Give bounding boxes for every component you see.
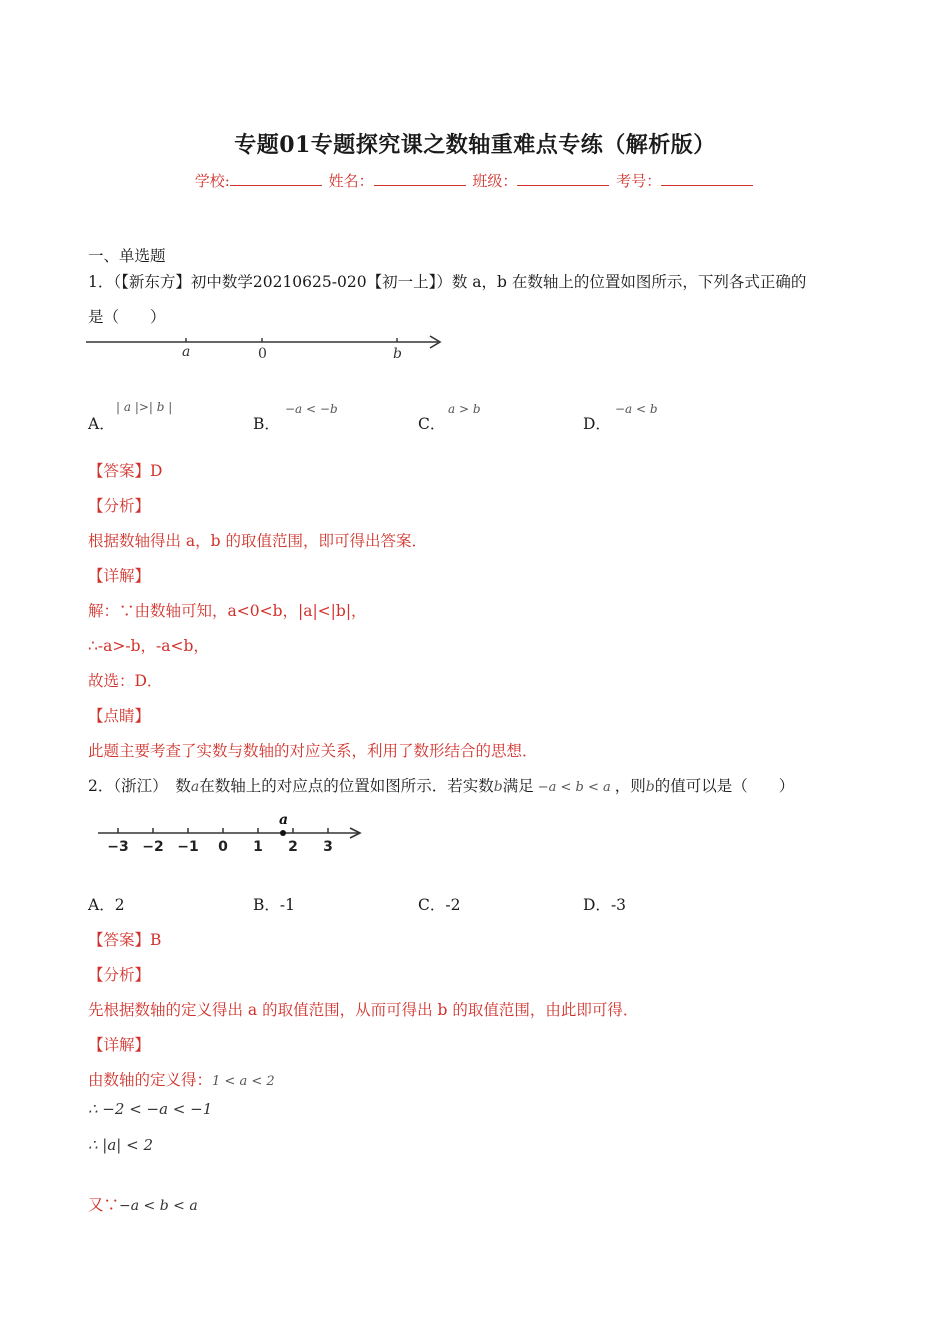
- q1-option-a-math: | a |>| b |: [116, 400, 173, 414]
- q1-option-b-math: −a < −b: [285, 402, 338, 416]
- q2-tick-label: −1: [177, 839, 199, 855]
- q2-option-a[interactable]: [88, 893, 125, 915]
- q2-detail-4: [88, 1193, 198, 1215]
- q2-number-line: [96, 808, 366, 858]
- q1-comment: 此题主要考查了实数与数轴的对应关系，利用了数形结合的思想．: [88, 742, 538, 760]
- q2-stem: [88, 774, 794, 796]
- q2-tick-label: 3: [323, 839, 333, 855]
- q2-option-b-label: B．: [253, 896, 280, 914]
- q2-answer: 【答案】B: [88, 931, 162, 949]
- q2-var-b: b: [493, 779, 503, 795]
- q2-option-c-value: -2: [445, 896, 461, 914]
- q2-detail-2-math: ∴ −2 < −a < −1: [88, 1100, 213, 1118]
- name-blank[interactable]: [374, 171, 466, 186]
- q2-tick-label: 0: [218, 839, 228, 855]
- q2-option-d[interactable]: [583, 893, 626, 915]
- q2-detail-1-text: 由数轴的定义得：: [88, 1071, 213, 1089]
- q2-tick-label: −3: [107, 839, 129, 855]
- q2-option-a-value: 2: [114, 896, 125, 914]
- q2-analysis: 先根据数轴的定义得出 a 的取值范围，从而可得出 b 的取值范围，由此即可得．: [88, 1001, 639, 1019]
- q2-tick-label: 2: [288, 839, 298, 855]
- q2-tick-label: 1: [253, 839, 263, 855]
- class-blank[interactable]: [517, 171, 609, 186]
- student-info-line: [0, 170, 950, 191]
- school-label: 学校:: [194, 172, 230, 190]
- q1-analysis: 根据数轴得出 a，b 的取值范围，即可得出答案．: [88, 532, 428, 550]
- q2-detail-4-text: 又∵: [88, 1196, 120, 1214]
- q1-label-0: 0: [258, 346, 267, 362]
- q1-stem-line2: 是（ ）: [88, 308, 166, 326]
- q2-var-a: a: [190, 779, 200, 795]
- q1-analysis-head: 【分析】: [88, 497, 151, 515]
- q2-tick-label: −2: [142, 839, 164, 855]
- name-label: 姓名：: [328, 172, 374, 190]
- q1-label-a: a: [182, 344, 191, 360]
- q2-condition: −a < b < a: [537, 780, 611, 795]
- q2-option-d-label: D．: [583, 896, 611, 914]
- q2-analysis-head: 【分析】: [88, 966, 151, 984]
- q1-option-b-label[interactable]: B．: [253, 415, 280, 433]
- school-blank[interactable]: [230, 171, 322, 186]
- q2-option-a-label: A．: [88, 896, 115, 914]
- q2-detail-3-math: ∴ |a| < 2: [88, 1136, 154, 1154]
- q1-option-d-label[interactable]: D．: [583, 415, 611, 433]
- q1-option-c-math: a > b: [448, 402, 481, 416]
- q2-option-b[interactable]: [253, 893, 295, 915]
- q2-option-d-value: -3: [610, 896, 627, 914]
- q1-comment-head: 【点睛】: [88, 707, 151, 725]
- q1-option-c-label[interactable]: C．: [418, 415, 446, 433]
- q2-option-c[interactable]: [418, 893, 460, 915]
- q2-option-b-value: -1: [279, 896, 295, 914]
- q1-detail-head: 【详解】: [88, 567, 151, 585]
- q2-option-c-label: C．: [418, 896, 446, 914]
- q2-detail-1-math: 1 < a < 2: [212, 1074, 275, 1089]
- q2-point-a: [280, 830, 286, 836]
- q2-stem-a: 2．（浙江） 数: [88, 777, 191, 795]
- class-label: 班级：: [472, 172, 518, 190]
- q1-detail-2: ∴-a>-b，-a<b，: [88, 637, 209, 655]
- q1-answer: 【答案】D: [88, 462, 163, 480]
- q2-detail-head: 【详解】: [88, 1036, 151, 1054]
- q2-stem-c: 满足: [502, 777, 534, 795]
- q1-option-a-label[interactable]: A．: [88, 415, 115, 433]
- q1-detail-3: 故选：D．: [88, 672, 163, 690]
- q2-var-b2: b: [645, 779, 655, 795]
- q2-point-a-label: a: [279, 812, 289, 828]
- q2-ticks: [107, 828, 333, 855]
- exam-no-blank[interactable]: [661, 171, 753, 186]
- page-title: 专题01专题探究课之数轴重难点专练（解析版）: [234, 132, 716, 158]
- exam-no-label: 考号：: [616, 172, 662, 190]
- q1-stem-line1: 1．（【新东方】初中数学20210625-020【初一上】）数 a，b 在数轴上的位置如图所示，下列各式正确的: [88, 273, 807, 291]
- q1-label-b: b: [393, 346, 402, 362]
- q2-stem-e: 的值可以是（ ）: [654, 777, 795, 795]
- q2-detail-4-math: −a < b < a: [119, 1198, 198, 1214]
- q1-number-line: [86, 330, 446, 366]
- q1-detail-1: 解：∵由数轴可知，a<0<b，|a|<|b|，: [88, 602, 367, 620]
- q1-option-d-math: −a < b: [615, 402, 658, 416]
- section-heading: 一、单选题: [88, 247, 166, 265]
- q2-stem-b: 在数轴上的对应点的位置如图所示．若实数: [199, 777, 494, 795]
- q2-stem-d: ，则: [614, 777, 646, 795]
- q2-detail-1: [88, 1068, 275, 1090]
